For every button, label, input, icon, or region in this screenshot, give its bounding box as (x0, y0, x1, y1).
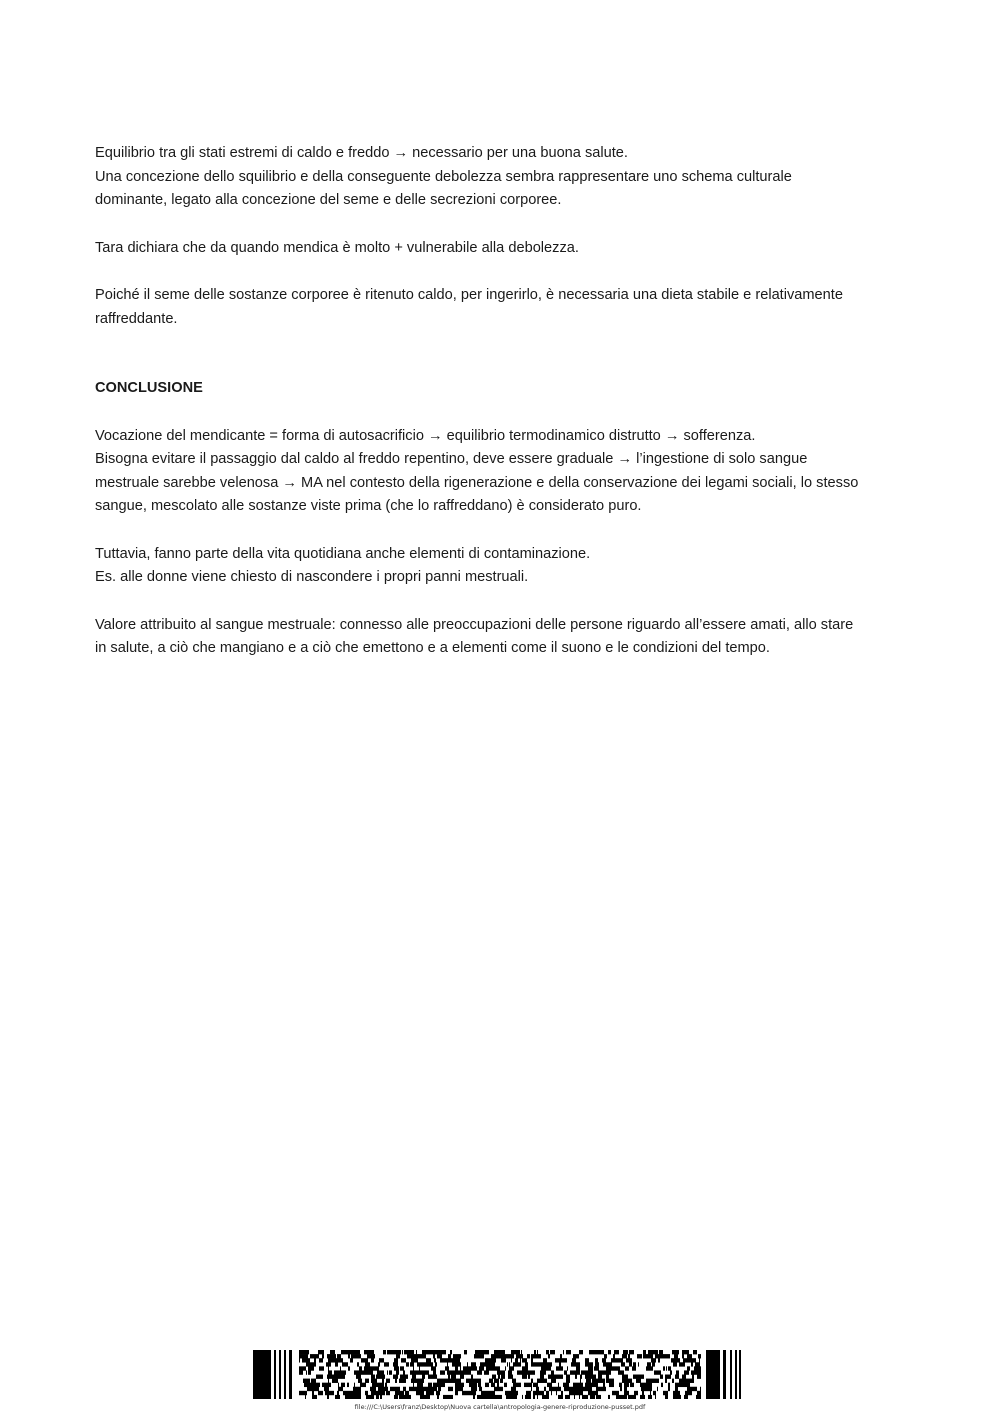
text-line: Poiché il seme delle sostanze corporee è ritenuto caldo, per ingerirlo, è necessaria una dieta stabile e relativamente (95, 287, 843, 303)
text-line: sangue, mescolato alle sostanze viste prima (che lo raffreddano) è considerato puro. (95, 498, 642, 514)
text-line: Es. alle donne viene chiesto di nascondere i propri panni mestruali. (95, 569, 529, 585)
paragraph-vocazione (95, 425, 905, 519)
paragraph-tara (95, 237, 905, 261)
paragraph-equilibrio (95, 142, 905, 213)
text-line: raffreddante. (95, 310, 178, 327)
text-line: Valore attribuito al sangue mestruale: connesso alle preoccupazioni delle persone riguardo all’essere amati, allo stare (95, 616, 854, 633)
text-line: Tara dichiara che da quando mendica è molto + vulnerabile alla debolezza. (95, 239, 579, 256)
section-heading-conclusione: CONCLUSIONE (95, 380, 203, 396)
text-line: Equilibrio tra gli stati estremi di caldo e freddo → necessario per una buona salute. (95, 145, 628, 161)
paragraph-valore (95, 614, 905, 661)
text-line: Bisogna evitare il passaggio dal caldo al freddo repentino, deve essere graduale → l’ingestione di solo sangue (95, 451, 808, 467)
text-line: Una concezione dello squilibrio e della conseguente debolezza sembra rappresentare uno schema culturale (95, 168, 792, 185)
footer-file-path: file:///C:\Users\franz\Desktop\Nuova cartella\antropologia-genere-riproduzione-pusset.pdf (354, 1403, 646, 1411)
text-line: Tuttavia, fanno parte della vita quotidiana anche elementi di contaminazione. (95, 545, 591, 562)
text-line: Vocazione del mendicante = forma di autosacrificio → equilibrio termodinamico distrutto → sofferenza. (95, 427, 756, 444)
text-line: dominante, legato alla concezione del seme e delle secrezioni corporee. (95, 192, 562, 208)
paragraph-seme (95, 284, 905, 331)
document-body (95, 142, 905, 661)
text-line: mestruale sarebbe velenosa → MA nel contesto della rigenerazione e della conservazione dei legami sociali, lo stesso (95, 474, 859, 491)
pdf417-barcode-icon (253, 1350, 741, 1399)
text-line: in salute, a ciò che mangiano e a ciò che emettono e a elementi come il suono e le condizioni del tempo. (95, 640, 770, 656)
paragraph-tuttavia (95, 543, 905, 590)
